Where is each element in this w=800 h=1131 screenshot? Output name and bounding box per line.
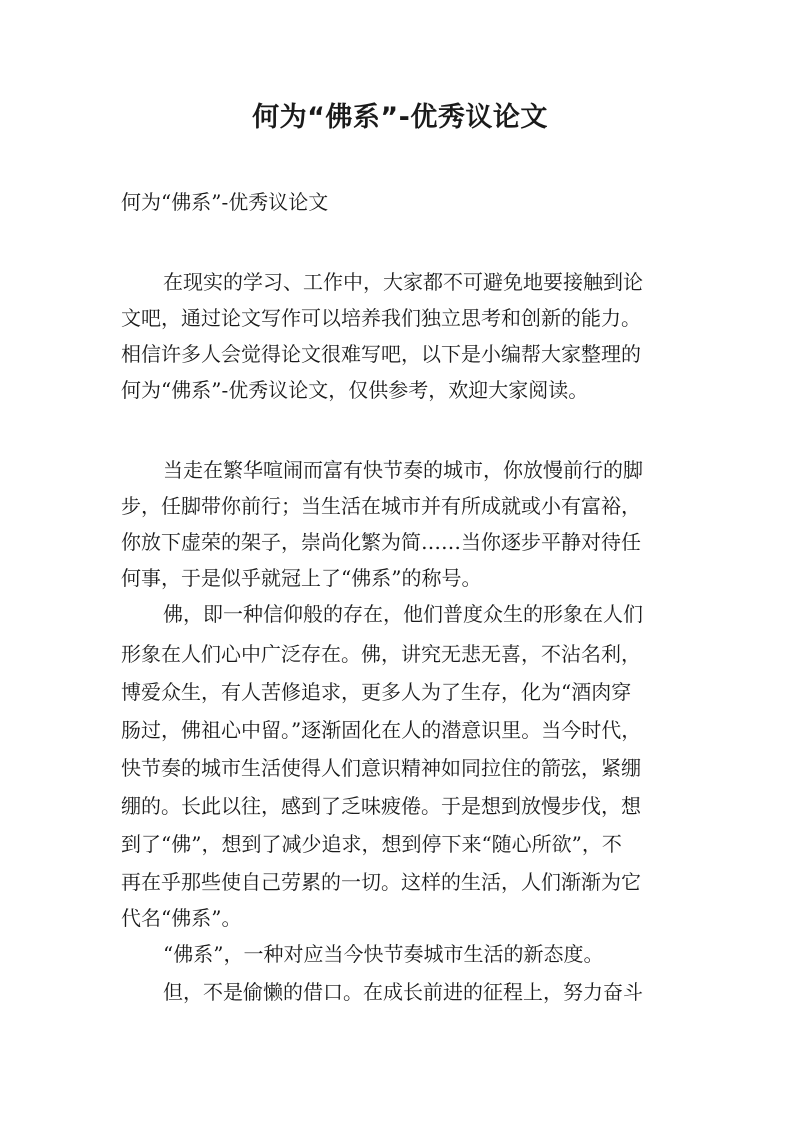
paragraph-line: 肠过，佛祖心中留。”逐渐固化在人的潜意识里。当今时代，	[121, 718, 642, 742]
paragraph-line: 代名“佛系”。	[121, 906, 242, 930]
paragraph-line: 你放下虚荣的架子，崇尚化繁为简……当你逐步平静对待任	[121, 530, 641, 554]
paragraph-line: 再在乎那些使自己劳累的一切。这样的生活，人们渐渐为它	[121, 870, 641, 894]
paragraph-line: 何为“佛系”-优秀议论文，仅供参考，欢迎大家阅读。	[121, 378, 589, 402]
paragraph-line: 文吧，通过论文写作可以培养我们独立思考和创新的能力。	[121, 306, 641, 330]
paragraph-line: 相信许多人会觉得论文很难写吧，以下是小编帮大家整理的	[121, 342, 641, 366]
paragraph-line: 快节奏的城市生活使得人们意识精神如同拉住的箭弦，紧绷	[121, 756, 641, 780]
paragraph-line: 在现实的学习、工作中，大家都不可避免地要接触到论	[163, 270, 643, 294]
paragraph-line: 步，任脚带你前行；当生活在城市并有所成就或小有富裕，	[121, 494, 641, 518]
paragraph-line: 何事，于是似乎就冠上了“佛系”的称号。	[121, 566, 482, 590]
paragraph-line: “佛系”，一种对应当今快节奏城市生活的新态度。	[163, 942, 604, 966]
paragraph-line: 当走在繁华喧闹而富有快节奏的城市，你放慢前行的脚	[163, 458, 643, 482]
document-subtitle: 何为“佛系”-优秀议论文	[121, 190, 329, 214]
paragraph-line: 形象在人们心中广泛存在。佛，讲究无悲无喜，不沾名利，	[121, 642, 641, 666]
paragraph-line: 但，不是偷懒的借口。在成长前进的征程上，努力奋斗	[163, 980, 643, 1004]
paragraph-line: 佛，即一种信仰般的存在，他们普度众生的形象在人们	[163, 602, 643, 626]
document-title: 何为“佛系”-优秀议论文	[252, 102, 548, 133]
paragraph-line: 绷的。长此以往，感到了乏味疲倦。于是想到放慢步伐，想	[121, 794, 641, 818]
paragraph-line: 博爱众生，有人苦修追求，更多人为了生存，化为“酒肉穿	[121, 680, 632, 704]
paragraph-line: 到了“佛”，想到了减少追求，想到停下来“随心所欲”，不	[121, 832, 622, 856]
